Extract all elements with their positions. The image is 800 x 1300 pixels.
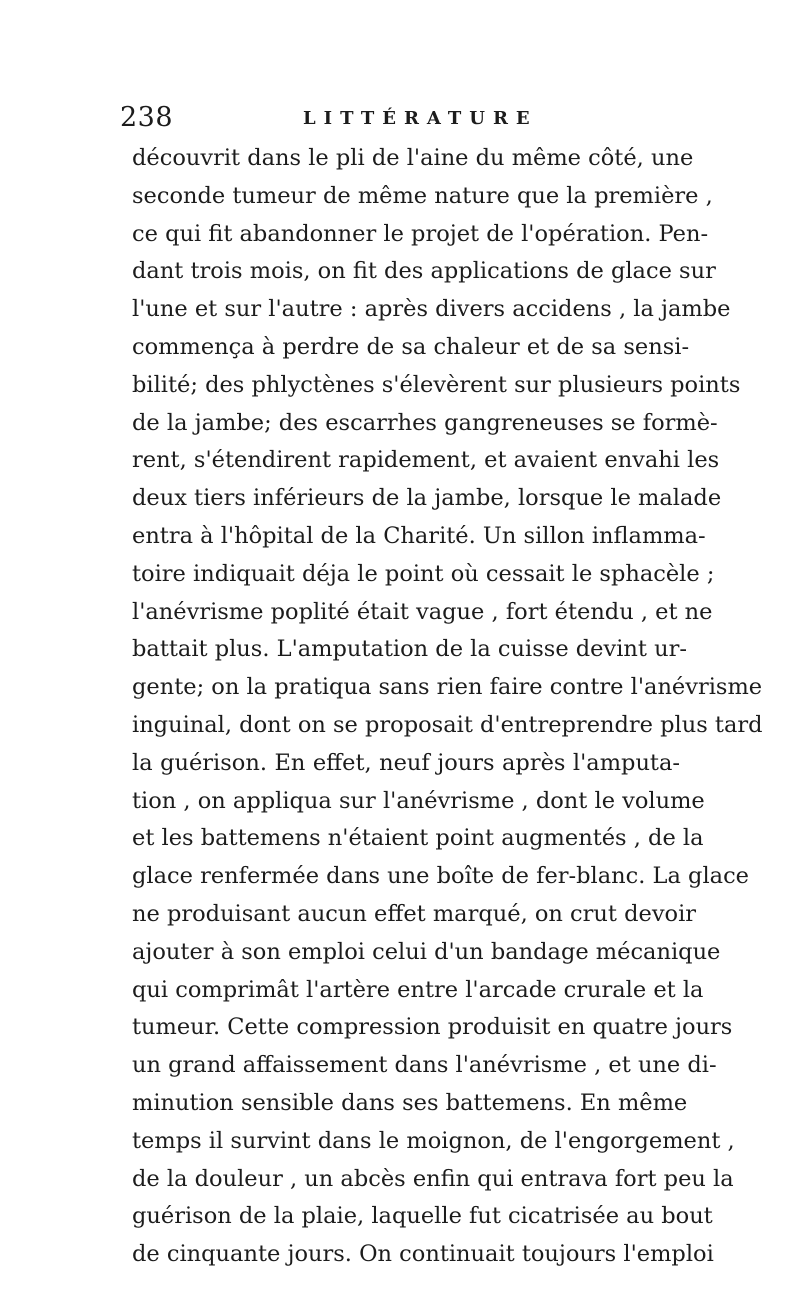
text-line: ce qui fit abandonner le projet de l'opération. Pen-	[132, 220, 709, 247]
running-head: LITTÉRATURE	[303, 108, 538, 129]
page-header	[120, 101, 680, 135]
text-line: temps il survint dans le moignon, de l'engorgement ,	[132, 1127, 735, 1154]
page-number: 238	[120, 102, 174, 133]
text-line: de cinquante jours. On continuait toujours l'emploi	[132, 1241, 714, 1268]
text-line: glace renfermée dans une boîte de fer-blanc. La glace	[132, 863, 749, 890]
text-line: de la douleur , un abcès enfin qui entrava fort peu la	[132, 1165, 734, 1192]
text-line: l'une et sur l'autre : après divers accidens , la jambe	[132, 296, 731, 323]
text-line: découvrit dans le pli de l'aine du même côté, une	[132, 145, 694, 171]
body-text	[132, 140, 763, 1274]
text-line: battait plus. L'amputation de la cuisse devint ur-	[132, 636, 687, 663]
text-line: l'anévrisme poplité était vague , fort étendu , et ne	[132, 598, 713, 625]
text-line: dant trois mois, on fit des applications de glace sur	[132, 258, 716, 285]
text-line: ajouter à son emploi celui d'un bandage mécanique	[132, 938, 721, 965]
text-line: entra à l'hôpital de la Charité. Un sillon inflamma-	[132, 522, 706, 549]
text-line: gente; on la pratiqua sans rien faire contre l'anévrisme	[132, 674, 763, 701]
text-line: ne produisant aucun effet marqué, on crut devoir	[132, 900, 697, 927]
text-line: de la jambe; des escarrhes gangreneuses se formè-	[132, 409, 718, 436]
text-line: bilité; des phlyctènes s'élevèrent sur plusieurs points	[132, 371, 741, 398]
text-line: deux tiers inférieurs de la jambe, lorsque le malade	[132, 485, 722, 512]
text-line: commença à perdre de sa chaleur et de sa sensi-	[132, 333, 690, 360]
text-line: la guérison. En effet, neuf jours après l'amputa-	[132, 749, 680, 776]
text-line: un grand affaissement dans l'anévrisme , et une di-	[132, 1052, 717, 1079]
text-line: toire indiquait déja le point où cessait le sphacèle ;	[132, 560, 715, 587]
text-line: seconde tumeur de même nature que la première ,	[132, 182, 713, 209]
text-line: tion , on appliqua sur l'anévrisme , dont le volume	[132, 787, 705, 814]
text-line: et les battemens n'étaient point augmentés , de la	[132, 825, 704, 852]
text-line: guérison de la plaie, laquelle fut cicatrisée au bout	[132, 1203, 713, 1230]
text-line: inguinal, dont on se proposait d'entreprendre plus tard	[132, 711, 763, 738]
text-line: minution sensible dans ses battemens. En même	[132, 1089, 688, 1116]
text-line: qui comprimât l'artère entre l'arcade crurale et la	[132, 976, 704, 1003]
text-line: tumeur. Cette compression produisit en quatre jours	[132, 1014, 733, 1041]
text-line: rent, s'étendirent rapidement, et avaient envahi les	[132, 447, 720, 474]
